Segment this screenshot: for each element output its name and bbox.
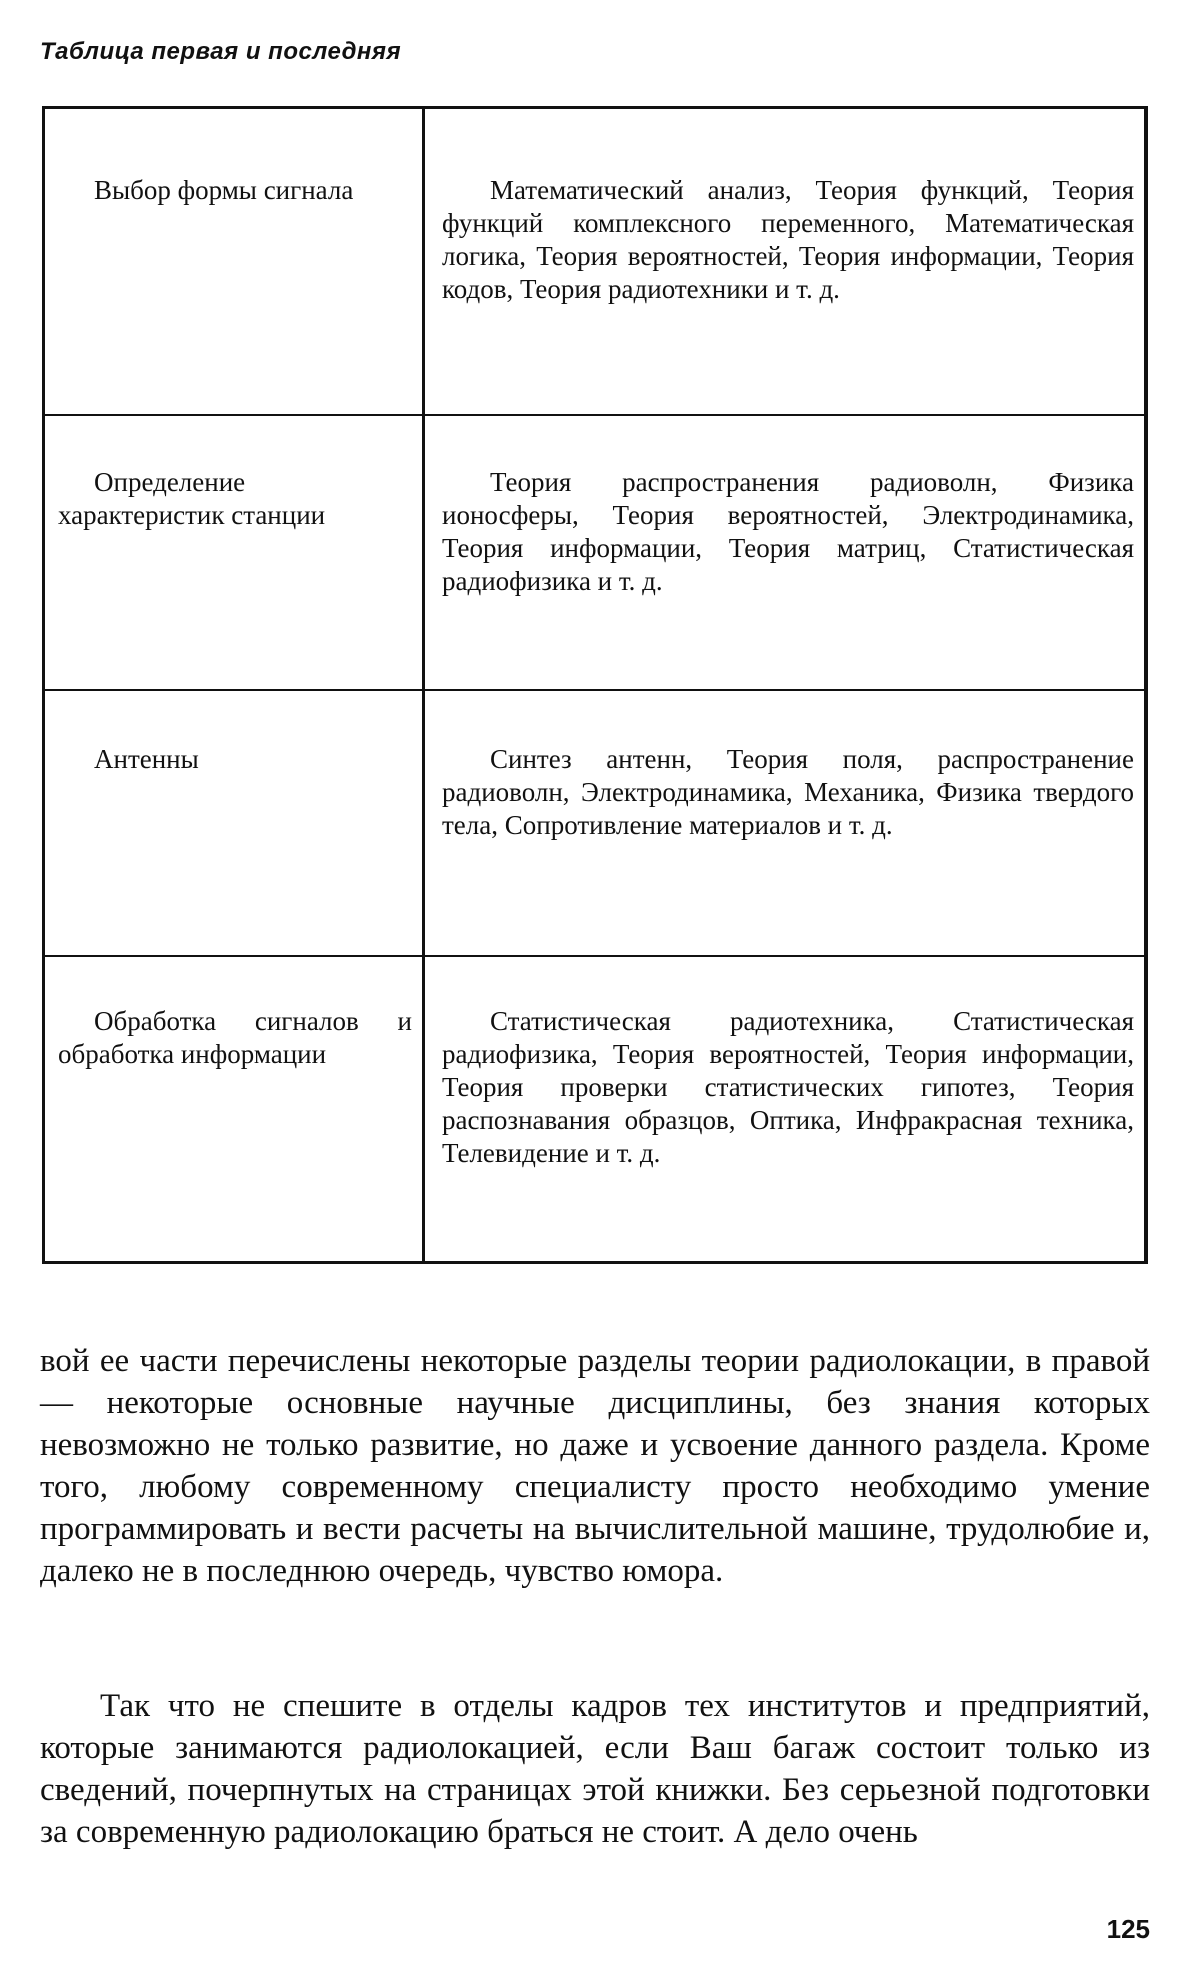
table-row	[42, 109, 1148, 414]
table-cell-topic: Определение характеристик станции	[58, 467, 326, 530]
table-cell-topic: Обработка сигналов и обработка информации	[58, 1006, 412, 1069]
table-cell-disciplines: Теория распространения радиоволн, Физика ионосферы, Теория вероятностей, Электродинамика, Теория информации, Теория матриц, Статистическая радиофизика и т. д.	[442, 467, 1134, 596]
body-paragraph: вой ее части перечислены некоторые разделы теории радиолокации, в правой — некоторые основные научные дисциплины, без знания которых невозможно не только развитие, но даже и усвоение данного раздела. Кроме того, любому современному специалисту просто необходимо умение программировать и вести расчеты на вычислительной машине, трудолюбие и, далеко не в последнюю очередь, чувство юмора.	[40, 1343, 1150, 1589]
disciplines-table	[42, 106, 1148, 1264]
table-row	[42, 955, 1148, 1263]
table-cell-disciplines: Синтез антенн, Теория поля, распространение радиоволн, Электродинамика, Механика, Физика твердого тела, Сопротивление материалов и т. д.	[442, 744, 1134, 840]
table-row	[42, 414, 1148, 691]
table-cell-topic: Выбор формы сигнала	[94, 175, 354, 205]
table-row	[42, 689, 1148, 957]
table-cell-disciplines: Статистическая радиотехника, Статистическая радиофизика, Теория вероятностей, Теория информации, Теория проверки статистических гипотез, Теория распознавания образцов, Оптика, Инфракрасная техника, Телевидение и т. д.	[442, 1006, 1134, 1168]
running-title: Таблица первая и последняя	[40, 38, 402, 65]
page-number: 125	[1106, 1914, 1150, 1944]
table-cell-topic: Антенны	[94, 744, 199, 774]
body-paragraph: Так что не спешите в отделы кадров тех институтов и предприятий, которые занимаются радиолокацией, если Ваш багаж состоит только из сведений, почерпнутых на страницах этой книжки. Без серьезной подготовки за современную радиолокацию браться не стоит. А дело очень	[40, 1688, 1150, 1850]
table-cell-disciplines: Математический анализ, Теория функций, Теория функций комплексного переменного, Математическая логика, Теория вероятностей, Теория информации, Теория кодов, Теория радиотехники и т. д.	[442, 175, 1134, 304]
